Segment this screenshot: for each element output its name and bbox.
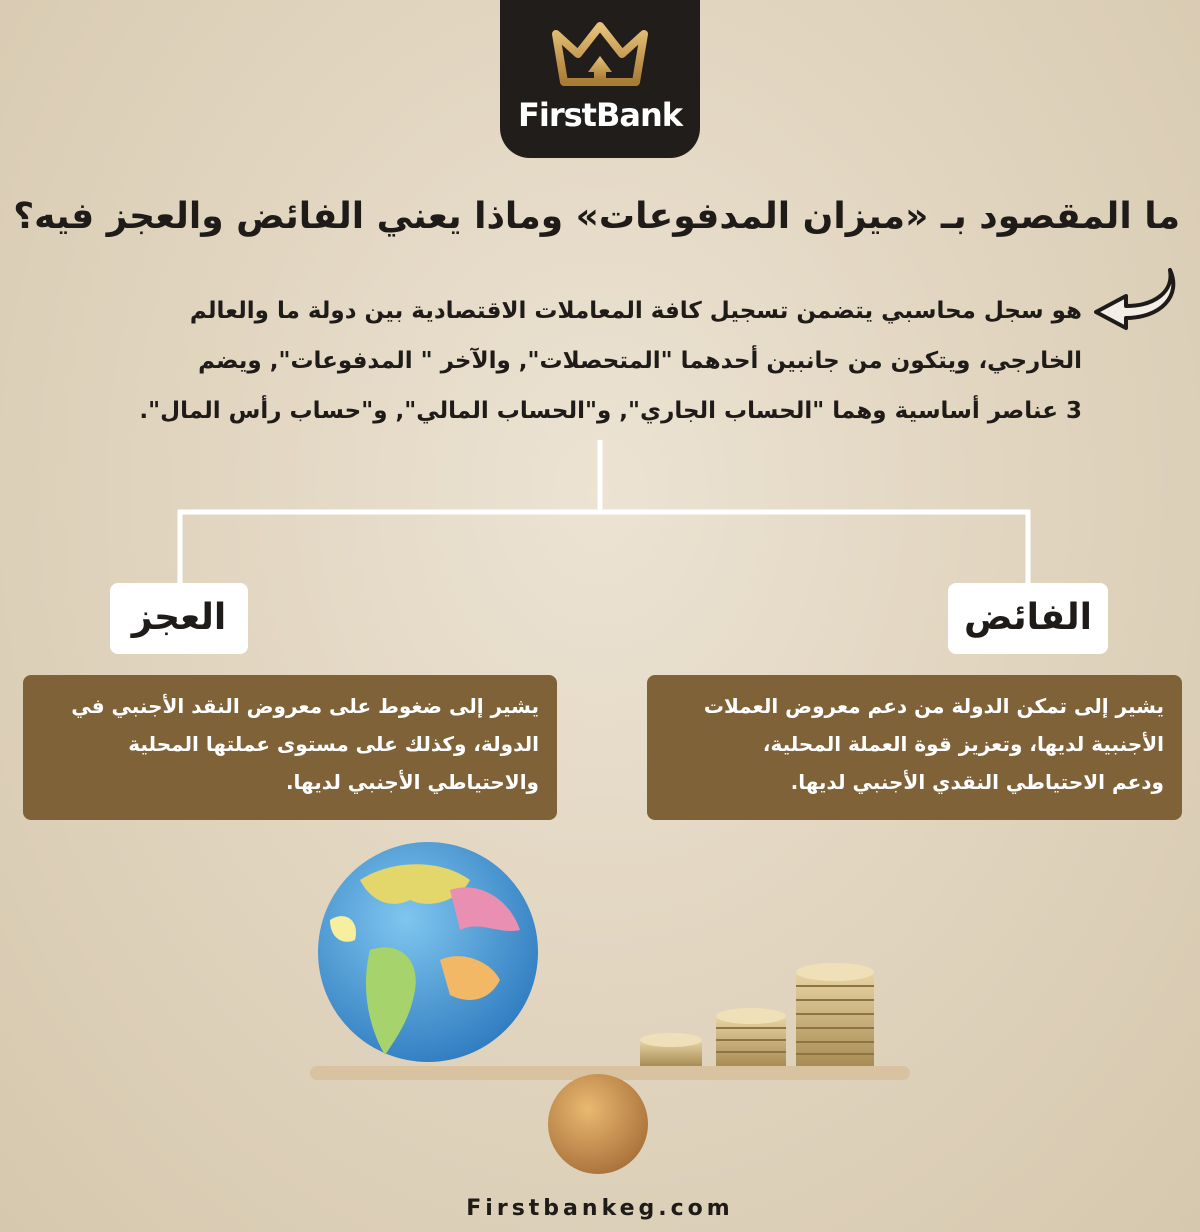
intro-line: 3 عناصر أساسية وهما "الحساب الجاري", و"الحساب المالي", و"حساب رأس المال". <box>139 398 1082 424</box>
deficit-line: يشير إلى ضغوط على معروض النقد الأجنبي في <box>71 694 539 718</box>
tree-connector <box>0 0 1200 600</box>
intro-line: هو سجل محاسبي يتضمن تسجيل كافة المعاملات الاقتصادية بين دولة ما والعالم <box>189 298 1082 324</box>
deficit-label: العجز <box>110 583 248 654</box>
coin-stacks-icon <box>640 963 874 1066</box>
deficit-description <box>23 675 557 820</box>
page-title: ما المقصود بـ «ميزان المدفوعات» وماذا يعني الفائض والعجز فيه؟ <box>13 196 1180 237</box>
balance-illustration <box>300 840 920 1180</box>
globe-icon <box>318 842 538 1062</box>
deficit-line: والاحتياطي الأجنبي لديها. <box>285 770 539 794</box>
surplus-line: الأجنبية لديها، وتعزيز قوة العملة المحلية، <box>762 732 1164 756</box>
deficit-line: الدولة، وكذلك على مستوى عملتها المحلية <box>128 732 539 756</box>
website-link[interactable]: Firstbankeg.com <box>466 1196 734 1221</box>
surplus-label: الفائض <box>948 583 1108 654</box>
surplus-description <box>647 675 1182 820</box>
intro-line: الخارجي، ويتكون من جانبين أحدهما "المتحصلات", والآخر " المدفوعات", ويضم <box>198 348 1082 374</box>
surplus-line: يشير إلى تمكن الدولة من دعم معروض العملات <box>703 694 1164 718</box>
logo-wordmark: FirstBank <box>518 96 682 134</box>
wooden-ball-icon <box>548 1074 648 1174</box>
surplus-line: ودعم الاحتياطي النقدي الأجنبي لديها. <box>790 770 1164 794</box>
